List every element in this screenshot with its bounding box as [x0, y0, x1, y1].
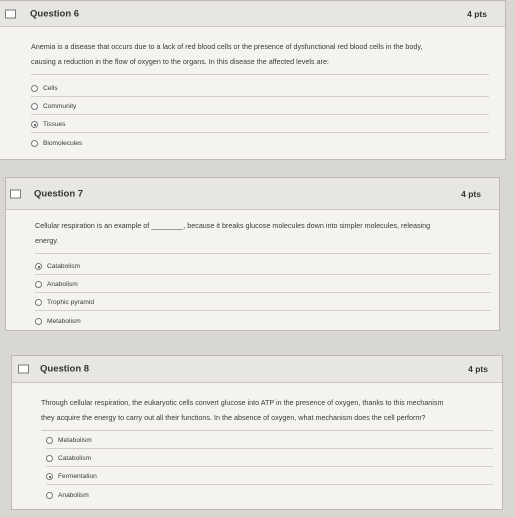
answer-option-fermentation[interactable]	[46, 469, 493, 485]
radio-button[interactable]	[46, 492, 53, 499]
option-label: Community	[43, 103, 77, 110]
answer-option-community[interactable]	[31, 99, 489, 115]
option-label: Metabolism	[58, 437, 92, 444]
radio-button[interactable]	[35, 318, 42, 325]
radio-button-selected[interactable]	[46, 473, 53, 480]
question-card-7	[5, 177, 500, 331]
question-title: Question 7	[34, 188, 84, 199]
radio-button[interactable]	[35, 281, 42, 288]
radio-button[interactable]	[35, 299, 42, 306]
question-points: 4 pts	[468, 364, 488, 374]
option-label: Biomolecules	[43, 139, 83, 147]
answer-option-anabolism[interactable]	[35, 277, 491, 293]
question-points: 4 pts	[467, 8, 487, 19]
question-text: Cellular respiration is an example of ________, because it breaks glucose molecules down into simpler molecules, releasing energy.	[35, 221, 431, 245]
flag-icon[interactable]	[18, 365, 29, 374]
radio-button[interactable]	[31, 85, 38, 92]
option-label: Tissues	[43, 121, 66, 128]
question-header	[0, 1, 505, 27]
answer-option-cells[interactable]	[31, 81, 489, 97]
radio-button[interactable]	[46, 437, 53, 444]
option-label: Anabolism	[47, 281, 78, 288]
option-label: Cells	[43, 85, 58, 92]
answer-option-trophic-pyramid[interactable]	[35, 295, 491, 311]
answer-option-tissues[interactable]	[31, 117, 489, 133]
question-header	[6, 178, 499, 210]
option-label: Anabolism	[58, 491, 89, 499]
answer-option-metabolism[interactable]	[46, 433, 493, 449]
divider	[31, 74, 489, 75]
answer-option-catabolism[interactable]	[35, 259, 491, 275]
option-label: Catabolism	[58, 455, 91, 462]
question-header	[12, 356, 502, 383]
question-card-6	[0, 0, 506, 160]
answer-option-catabolism[interactable]	[46, 451, 493, 467]
radio-button-selected[interactable]	[31, 121, 38, 128]
radio-button[interactable]	[31, 140, 38, 147]
radio-button[interactable]	[31, 103, 38, 110]
question-card-8	[11, 355, 503, 510]
question-title: Question 8	[40, 363, 90, 375]
flag-icon[interactable]	[10, 189, 21, 198]
radio-button[interactable]	[46, 455, 53, 462]
divider	[41, 430, 493, 431]
answer-option-biomolecules[interactable]	[31, 135, 489, 151]
divider	[35, 253, 491, 254]
answer-option-metabolism[interactable]	[35, 313, 491, 329]
option-label: Trophic pyramid	[47, 299, 95, 306]
option-label: Fermentation	[58, 473, 97, 480]
answer-option-anabolism[interactable]	[46, 487, 493, 503]
question-title: Question 6	[30, 8, 80, 19]
question-points: 4 pts	[461, 188, 481, 199]
flag-icon[interactable]	[5, 9, 16, 18]
radio-button-selected[interactable]	[35, 263, 42, 270]
option-label: Metabolism	[47, 317, 81, 325]
question-text: Through cellular respiration, the eukaryotic cells convert glucose into ATP in the presence of oxygen, thanks to this mechanism they acquire the energy to carry out all their functions. In the absence of oxygen, what mechanism does the cell perform?	[41, 398, 444, 422]
option-label: Catabolism	[47, 263, 80, 270]
question-text: Anemia is a disease that occurs due to a lack of red blood cells or the presence of dysfunctional red blood cells in the body, causing a reduction in the flow of oxygen to the organs. In this disease the affected levels are:	[31, 42, 423, 66]
